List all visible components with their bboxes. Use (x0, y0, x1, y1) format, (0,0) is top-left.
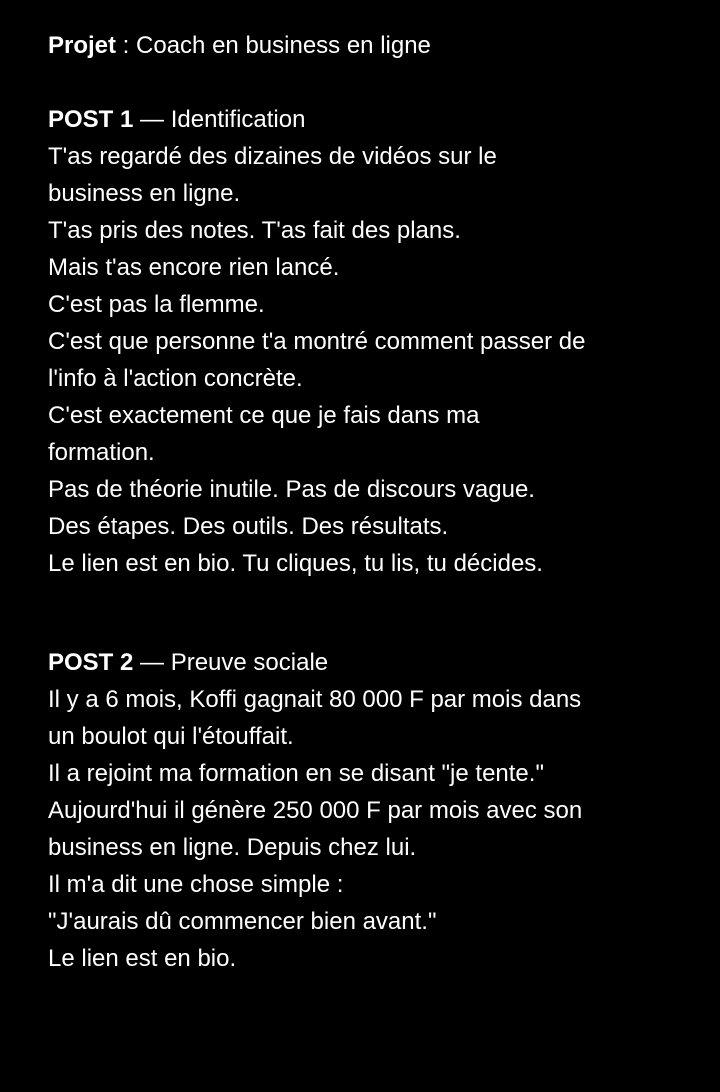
spacer (48, 582, 688, 644)
post-line: C'est que personne t'a montré comment passer de (48, 328, 586, 355)
project-label: Projet (48, 32, 117, 59)
post-line: Pas de théorie inutile. Pas de discours vague. (48, 476, 535, 503)
post-line: C'est pas la flemme. (48, 291, 265, 318)
post-heading (48, 101, 688, 138)
post-line: T'as regardé des dizaines de vidéos sur le (48, 143, 497, 170)
post-line: C'est exactement ce que je fais dans ma (48, 402, 480, 429)
post-line: business en ligne. (48, 180, 241, 207)
post-heading (48, 644, 688, 681)
post-line: Il m'a dit une chose simple : (48, 871, 344, 898)
post-line: Le lien est en bio. Tu cliques, tu lis, tu décides. (48, 550, 543, 577)
post-1 (48, 101, 688, 582)
project-value: Coach en business en ligne (136, 32, 431, 59)
post-line: Il y a 6 mois, Koffi gagnait 80 000 F par mois dans (48, 686, 582, 713)
post-label: POST 2 (48, 649, 134, 676)
document (48, 27, 688, 977)
post-line: formation. (48, 439, 155, 466)
post-2 (48, 644, 688, 977)
post-title: Preuve sociale (170, 649, 329, 676)
post-line: "J'aurais dû commencer bien avant." (48, 908, 437, 935)
post-separator: — (133, 106, 171, 133)
post-line: T'as pris des notes. T'as fait des plans. (48, 217, 461, 244)
post-line: l'info à l'action concrète. (48, 365, 303, 392)
post-line: business en ligne. Depuis chez lui. (48, 834, 417, 861)
post-line: Aujourd'hui il génère 250 000 F par mois avec son (48, 797, 583, 824)
post-line: Des étapes. Des outils. Des résultats. (48, 513, 449, 540)
project-separator: : (116, 32, 137, 59)
spacer (48, 64, 688, 101)
post-title: Identification (170, 106, 306, 133)
post-line: Il a rejoint ma formation en se disant "je tente." (48, 760, 544, 787)
post-line: Mais t'as encore rien lancé. (48, 254, 340, 281)
project-line (48, 27, 688, 64)
post-line: Le lien est en bio. (48, 945, 237, 972)
post-label: POST 1 (48, 106, 134, 133)
post-line: un boulot qui l'étouffait. (48, 723, 294, 750)
post-separator: — (133, 649, 171, 676)
